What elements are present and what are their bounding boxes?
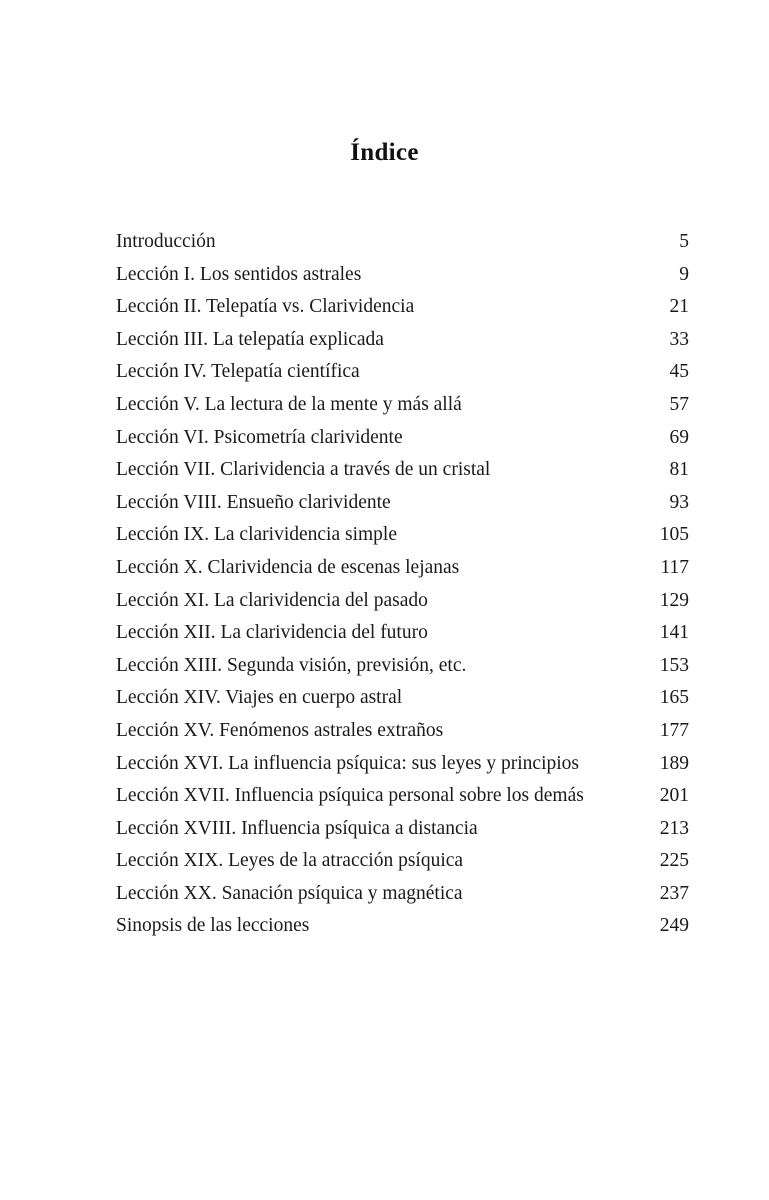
toc-entry-label: Lección XVIII. Influencia psíquica a distancia — [116, 817, 478, 839]
toc-entry-label: Lección XX. Sanación psíquica y magnética — [116, 882, 463, 904]
toc-entry[interactable] — [116, 454, 689, 487]
toc-entry-page-number: 225 — [659, 850, 689, 872]
toc-entry-page-number: 153 — [659, 654, 689, 676]
toc-entry-label: Lección XVII. Influencia psíquica personal sobre los demás — [116, 785, 584, 807]
toc-entry-label: Lección II. Telepatía vs. Clarividencia — [116, 296, 415, 318]
toc-entry[interactable] — [116, 650, 689, 683]
toc-entry[interactable] — [116, 748, 689, 781]
toc-entry-page-number: 81 — [669, 459, 689, 481]
toc-entry[interactable] — [116, 617, 689, 650]
toc-entry[interactable] — [116, 910, 689, 943]
toc-entry-page-number: 237 — [659, 882, 689, 904]
toc-entry-page-number: 177 — [659, 719, 689, 741]
toc-entry-label: Lección IX. La clarividencia simple — [116, 524, 397, 546]
toc-entry[interactable] — [116, 780, 689, 813]
toc-entry-label: Lección XV. Fenómenos astrales extraños — [116, 719, 444, 741]
toc-entry-page-number: 33 — [669, 328, 689, 350]
toc-entry-label: Lección III. La telepatía explicada — [116, 328, 384, 350]
toc-entry[interactable] — [116, 356, 689, 389]
toc-entry-label: Lección XIX. Leyes de la atracción psíquica — [116, 850, 464, 872]
toc-entry[interactable] — [116, 585, 689, 618]
toc-entry-page-number: 117 — [660, 556, 689, 578]
toc-entry[interactable] — [116, 487, 689, 520]
toc-entry-page-number: 9 — [679, 263, 689, 285]
toc-entry-page-number: 189 — [659, 752, 689, 774]
toc-entry-label: Lección VI. Psicometría clarividente — [116, 426, 403, 448]
table-of-contents-list — [116, 226, 689, 943]
toc-entry-label: Lección VII. Clarividencia a través de un cristal — [116, 459, 491, 481]
toc-entry-page-number: 201 — [659, 785, 689, 807]
page-title: Índice — [350, 139, 419, 166]
toc-entry-page-number: 93 — [669, 491, 689, 513]
toc-entry[interactable] — [116, 845, 689, 878]
toc-entry-label: Sinopsis de las lecciones — [116, 915, 310, 937]
toc-entry-page-number: 141 — [659, 622, 689, 644]
toc-entry[interactable] — [116, 878, 689, 911]
toc-entry[interactable] — [116, 813, 689, 846]
toc-entry[interactable] — [116, 422, 689, 455]
toc-entry[interactable] — [116, 291, 689, 324]
toc-entry-page-number: 45 — [669, 361, 689, 383]
toc-entry-page-number: 249 — [659, 915, 689, 937]
toc-entry-label: Lección XIII. Segunda visión, previsión, etc. — [116, 654, 467, 676]
toc-entry-label: Lección V. La lectura de la mente y más allá — [116, 393, 462, 415]
toc-entry-label: Lección X. Clarividencia de escenas lejanas — [116, 556, 460, 578]
toc-entry-page-number: 213 — [659, 817, 689, 839]
toc-entry-page-number: 105 — [659, 524, 689, 546]
toc-entry-label: Lección XI. La clarividencia del pasado — [116, 589, 428, 611]
toc-entry-label: Lección XVI. La influencia psíquica: sus leyes y principios — [116, 752, 579, 774]
toc-entry[interactable] — [116, 324, 689, 357]
toc-entry-page-number: 165 — [659, 687, 689, 709]
toc-entry[interactable] — [116, 259, 689, 292]
toc-entry[interactable] — [116, 389, 689, 422]
toc-entry[interactable] — [116, 715, 689, 748]
toc-entry-label: Lección VIII. Ensueño clarividente — [116, 491, 391, 513]
toc-entry-label: Lección I. Los sentidos astrales — [116, 263, 362, 285]
toc-entry-label: Lección IV. Telepatía científica — [116, 361, 360, 383]
toc-entry-page-number: 5 — [679, 231, 689, 252]
toc-entry[interactable] — [116, 682, 689, 715]
toc-entry-page-number: 129 — [659, 589, 689, 611]
toc-entry-label: Lección XII. La clarividencia del futuro — [116, 622, 428, 644]
toc-entry-page-number: 21 — [669, 296, 689, 318]
toc-entry[interactable] — [116, 519, 689, 552]
toc-entry-label: Lección XIV. Viajes en cuerpo astral — [116, 687, 403, 709]
toc-entry-label: Introducción — [116, 231, 216, 252]
toc-entry[interactable] — [116, 226, 689, 259]
toc-entry[interactable] — [116, 552, 689, 585]
toc-entry-page-number: 57 — [669, 393, 689, 415]
toc-entry-page-number: 69 — [669, 426, 689, 448]
